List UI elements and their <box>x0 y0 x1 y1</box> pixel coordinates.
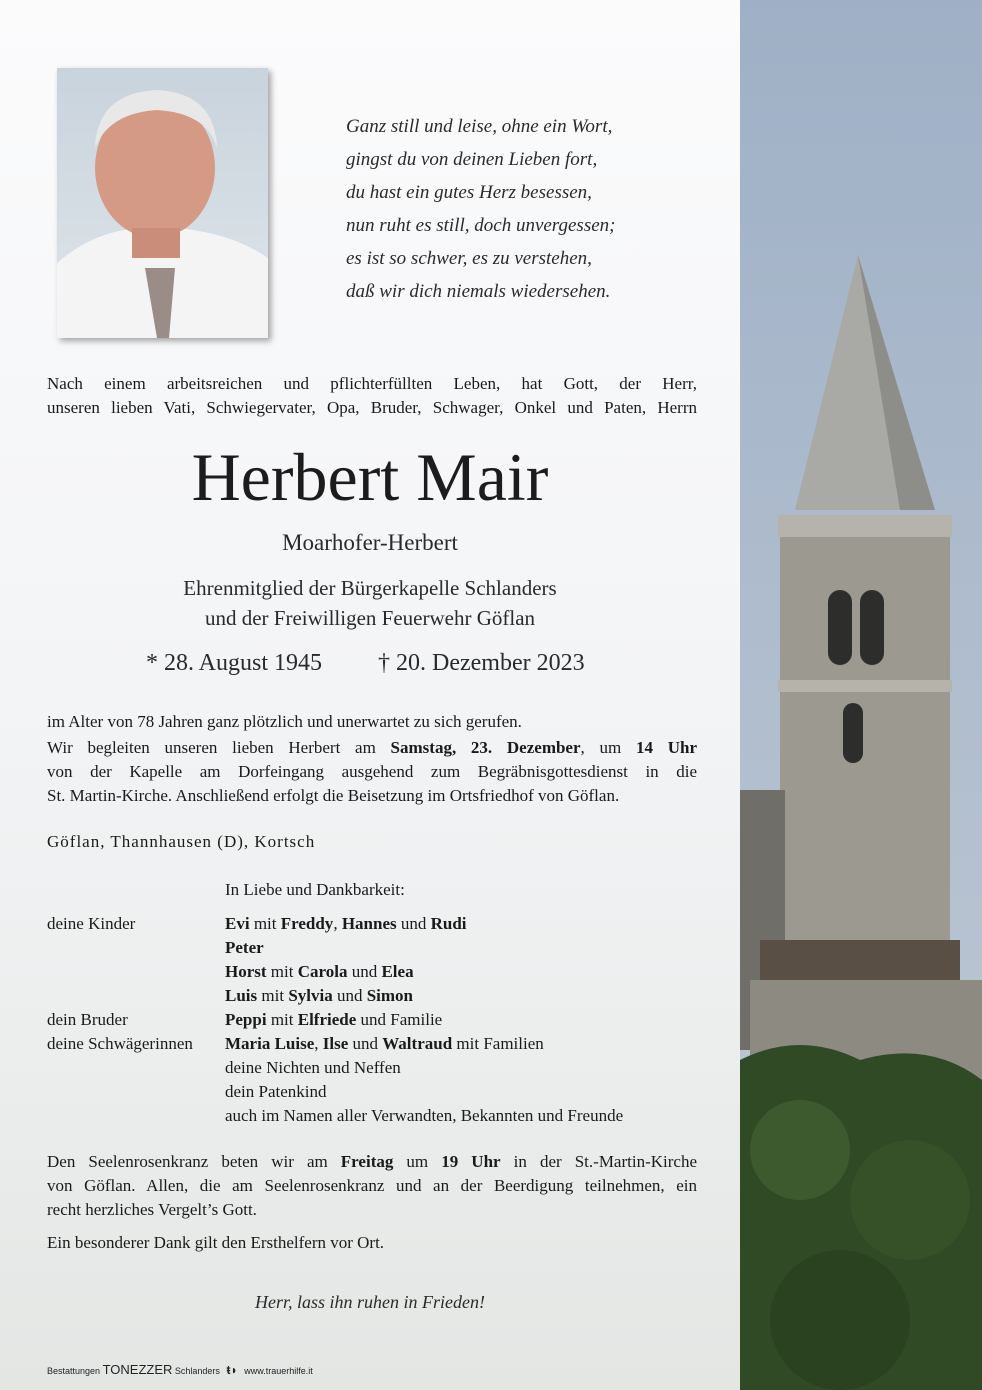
text-segment: und <box>348 1034 383 1053</box>
relative-names <box>225 1056 401 1080</box>
portrait-photo <box>57 68 268 338</box>
text-segment: Den Seelenrosenkranz beten wir am <box>47 1152 341 1171</box>
closing-line: Herr, lass ihn ruhen in Frieden! <box>255 1292 485 1312</box>
gratitude-line: In Liebe und Dankbarkeit: <box>225 880 405 899</box>
footer-prefix: Bestattungen <box>47 1366 101 1376</box>
paragraph-line <box>47 784 697 808</box>
text-segment: von der Kapelle am Dorfeingang ausgehend zum Begräbnisgottesdienst in die <box>47 762 697 781</box>
thanks-line: Ein besonderer Dank gilt den Ersthelfern vor Ort. <box>47 1233 385 1252</box>
poem-line: du hast ein gutes Herz besessen, <box>346 182 592 203</box>
text-segment: auch im Namen aller Verwandten, Bekannten und Freunde <box>225 1106 624 1125</box>
relative-names <box>225 1080 327 1104</box>
poem-line: nun ruht es still, doch unvergessen; <box>346 215 616 236</box>
bold-text: Ilse <box>322 1034 349 1053</box>
bold-text: Sylvia <box>288 986 333 1005</box>
footer-town: Schlanders <box>174 1366 220 1376</box>
relative-names <box>225 984 413 1008</box>
bold-text: Hannes <box>341 914 397 933</box>
bold-text: Maria Luise <box>225 1034 315 1053</box>
text-segment: mit <box>266 1010 298 1029</box>
funeral-home-logo-icon: ŧ◗ <box>226 1363 238 1377</box>
poem-line: es ist so schwer, es zu verstehen, <box>346 248 592 269</box>
bold-text: 19 Uhr <box>441 1152 501 1171</box>
relative-names <box>225 1032 544 1056</box>
text-segment: deine Nichten und Neffen <box>225 1058 401 1077</box>
text-segment: , um <box>580 738 636 757</box>
bold-text: Evi <box>225 914 250 933</box>
paragraph-line <box>47 760 697 784</box>
text-segment: mit <box>266 962 298 981</box>
honors <box>0 573 740 633</box>
paragraph-line <box>47 1150 697 1174</box>
text-segment: mit <box>249 914 281 933</box>
bold-text: 14 Uhr <box>635 738 697 757</box>
bold-text: Samstag, 23. Dezember <box>390 738 581 757</box>
funeral-paragraph <box>47 736 697 808</box>
bold-text: Carola <box>297 962 348 981</box>
bold-text: Peter <box>225 938 264 957</box>
text-segment: dein Patenkind <box>225 1082 327 1101</box>
bold-text: Freitag <box>340 1152 394 1171</box>
relative-names <box>225 912 467 936</box>
places: Göflan, Thannhausen (D), Kortsch <box>47 832 316 851</box>
relation-label: dein Bruder <box>47 1010 128 1029</box>
paragraph-line <box>47 736 697 760</box>
nickname: Moarhofer-Herbert <box>282 530 458 555</box>
relative-names <box>225 1008 442 1032</box>
church-tower-photo <box>740 0 982 1390</box>
bold-text: Waltraud <box>382 1034 453 1053</box>
bold-text: Rudi <box>430 914 467 933</box>
rosary-paragraph <box>47 1150 697 1222</box>
text-segment: Wir begleiten unseren lieben Herbert am <box>47 738 391 757</box>
text-segment: und <box>332 986 367 1005</box>
bold-text: Horst <box>225 962 267 981</box>
relation-label: deine Kinder <box>47 914 136 933</box>
text-segment: , <box>314 1034 323 1053</box>
poem-line: Ganz still und leise, ohne ein Wort, <box>346 116 613 137</box>
bold-text: Luis <box>225 986 258 1005</box>
text-segment: und <box>396 914 431 933</box>
text-segment: mit Familien <box>452 1034 544 1053</box>
intro-line: Nach einem arbeitsreichen und pflichterfüllten Leben, hat Gott, der Herr, <box>47 374 697 393</box>
text-segment: um <box>393 1152 442 1171</box>
text-segment: St. Martin-Kirche. Anschließend erfolgt die Beisetzung im Ortsfriedhof von Göflan. <box>47 786 620 805</box>
relative-names <box>225 1104 623 1128</box>
bold-text: Elfriede <box>297 1010 357 1029</box>
honor-line: Ehrenmitglied der Bürgerkapelle Schlanders <box>183 576 557 600</box>
footer-url: www.trauerhilfe.it <box>244 1366 313 1376</box>
paragraph-line <box>47 1198 697 1222</box>
text-segment: , <box>333 914 342 933</box>
text-segment: und Familie <box>356 1010 443 1029</box>
deceased-name: Herbert Mair <box>191 439 549 515</box>
poem <box>346 110 615 308</box>
relation-label: deine Schwägerinnen <box>47 1034 193 1053</box>
age-line: im Alter von 78 Jahren ganz plötzlich und unerwartet zu sich gerufen. <box>47 712 522 731</box>
intro-line: unseren lieben Vati, Schwiegervater, Opa, Bruder, Schwager, Onkel und Paten, Herrn <box>47 398 697 417</box>
text-segment: mit <box>257 986 289 1005</box>
bold-text: Elea <box>381 962 414 981</box>
funeral-home-footer <box>47 1362 313 1377</box>
footer-brand: TONEZZER <box>102 1362 173 1377</box>
text-segment: recht herzliches Vergelt’s Gott. <box>47 1200 257 1219</box>
bold-text: Simon <box>366 986 414 1005</box>
honor-line: und der Freiwilligen Feuerwehr Göflan <box>204 606 536 630</box>
death-date: † 20. Dezember 2023 <box>378 650 585 676</box>
relative-names <box>225 960 414 984</box>
text-segment: und <box>347 962 382 981</box>
poem-line: daß wir dich niemals wiedersehen. <box>346 281 611 302</box>
relative-names <box>225 936 264 960</box>
poem-line: gingst du von deinen Lieben fort, <box>346 149 598 170</box>
paragraph-line <box>47 1174 697 1198</box>
intro-paragraph <box>47 372 697 420</box>
text-segment: von Göflan. Allen, die am Seelenrosenkranz und an der Beerdigung teilnehmen, ein <box>47 1176 697 1195</box>
bold-text: Peppi <box>225 1010 267 1029</box>
birth-date: * 28. August 1945 <box>146 650 323 676</box>
text-segment: in der St.-Martin-Kirche <box>500 1152 697 1171</box>
bold-text: Freddy <box>280 914 334 933</box>
